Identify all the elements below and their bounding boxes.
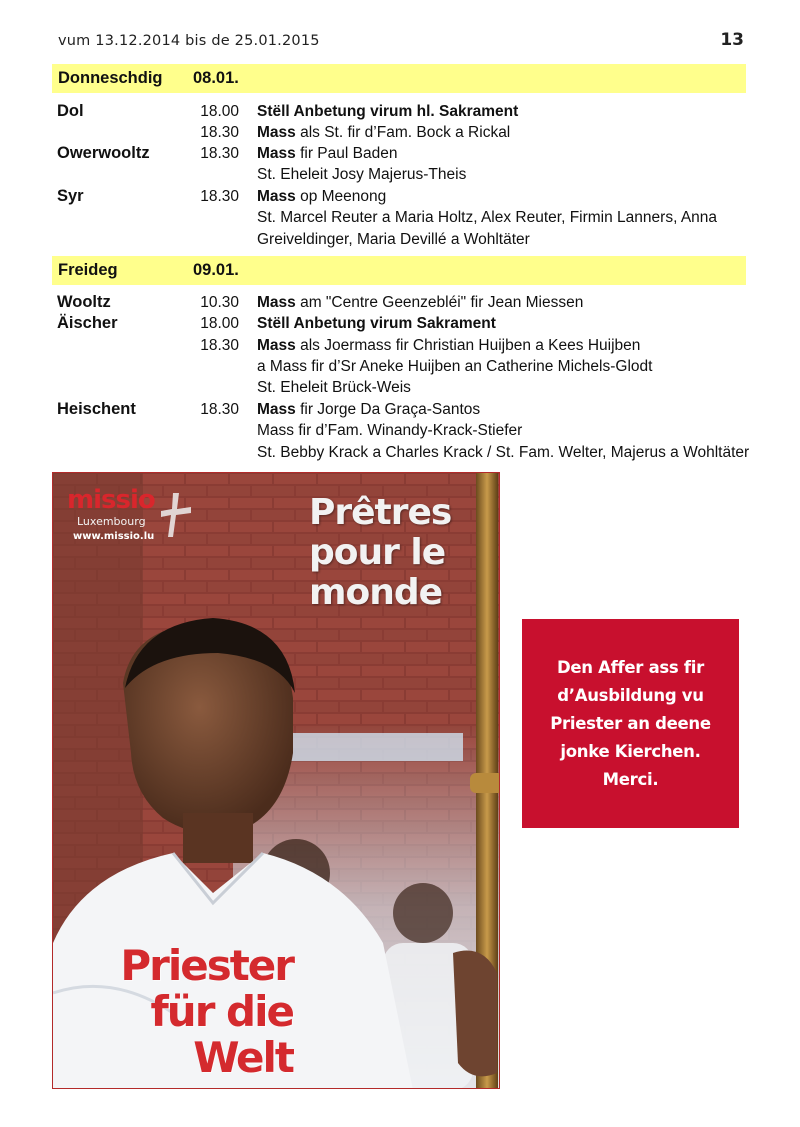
schedule-row — [57, 399, 757, 420]
description-bold: Mass — [257, 337, 296, 354]
logo-subtitle: Luxembourg — [77, 515, 146, 528]
time: 18.30 — [200, 124, 239, 141]
description-text: Mass fir d’Fam. Winandy-Krack-Stiefer — [257, 422, 523, 439]
schedule-row — [57, 292, 757, 313]
schedule-row — [57, 143, 757, 164]
title-line: für die — [150, 987, 293, 1036]
appeal-text — [550, 654, 711, 794]
appeal-line: jonke Kierchen. — [560, 741, 701, 761]
schedule-row — [57, 356, 757, 377]
description — [257, 122, 510, 143]
title-line: Prêtres — [309, 492, 452, 533]
schedule-row — [57, 442, 757, 463]
description-bold: Mass — [257, 401, 296, 418]
description-bold: Stëll Anbetung virum hl. Sakrament — [257, 103, 519, 120]
description — [257, 377, 411, 398]
description — [257, 335, 640, 356]
schedule-row — [57, 313, 757, 334]
day-date: 08.01. — [193, 69, 239, 87]
description-text: am "Centre Geenzebléi" fir Jean Miessen — [295, 294, 584, 311]
description-bold: Mass — [257, 145, 296, 162]
time: 18.30 — [200, 145, 239, 162]
place-name: Dol — [57, 102, 84, 120]
donation-appeal-box — [522, 619, 739, 828]
description-bold: Stëll Anbetung virum Sakrament — [257, 315, 496, 332]
cross-icon — [159, 491, 193, 539]
title-line: monde — [309, 572, 443, 613]
page-number: 13 — [720, 30, 744, 50]
description — [257, 442, 749, 463]
day-name: Donneschdig — [58, 69, 163, 87]
description-text: fir Paul Baden — [295, 145, 398, 162]
schedule-row — [57, 122, 757, 143]
place-name: Äischer — [57, 314, 118, 332]
description-bold: Mass — [257, 294, 296, 311]
description-text: als Joermass fir Christian Huijben a Kees Huijben — [295, 337, 641, 354]
day-header-thursday — [52, 64, 746, 93]
schedule-row — [57, 164, 757, 185]
day-header-friday — [52, 256, 746, 285]
description-text: St. Eheleit Brück-Weis — [257, 379, 411, 396]
description — [257, 420, 522, 441]
place-name: Syr — [57, 187, 84, 205]
schedule-row — [57, 186, 757, 207]
header-date-range: vum 13.12.2014 bis de 25.01.2015 — [58, 33, 320, 49]
logo-wordmark: missio — [67, 485, 155, 515]
description-bold: Mass — [257, 188, 296, 205]
description — [257, 292, 583, 313]
description-text: Greiveldinger, Maria Devillé a Wohltäter — [257, 231, 530, 248]
description — [257, 164, 466, 185]
description-text: St. Marcel Reuter a Maria Holtz, Alex Reuter, Firmin Lanners, Anna — [257, 209, 718, 226]
description-text: als St. fir d’Fam. Bock a Rickal — [295, 124, 511, 141]
description — [257, 143, 397, 164]
place-name: Owerwooltz — [57, 144, 150, 162]
description — [257, 186, 386, 207]
day-date: 09.01. — [193, 261, 239, 279]
description — [257, 229, 530, 250]
time: 10.30 — [200, 294, 239, 311]
missio-logo — [67, 485, 207, 549]
time: 18.30 — [200, 188, 239, 205]
time: 18.00 — [200, 103, 239, 120]
logo-url: www.missio.lu — [73, 531, 155, 542]
description-bold: Mass — [257, 124, 296, 141]
description — [257, 207, 717, 228]
time: 18.30 — [200, 337, 239, 354]
appeal-line: Priester an deene — [550, 713, 711, 733]
description — [257, 101, 518, 122]
description-text: fir Jorge Da Graça-Santos — [295, 401, 481, 418]
poster-title-german — [93, 943, 293, 1081]
appeal-line: d’Ausbildung vu — [557, 685, 704, 705]
description-text: a Mass fir d’Sr Aneke Huijben an Catherine Michels-Glodt — [257, 358, 653, 375]
time: 18.00 — [200, 315, 239, 332]
description-text: St. Bebby Krack a Charles Krack / St. Fam. Welter, Majerus a Wohltäter — [257, 444, 750, 461]
schedule-row — [57, 420, 757, 441]
description — [257, 313, 496, 334]
schedule-row — [57, 229, 757, 250]
description-text: St. Eheleit Josy Majerus-Theis — [257, 166, 467, 183]
place-name: Wooltz — [57, 293, 111, 311]
place-name: Heischent — [57, 400, 136, 418]
schedule-row — [57, 377, 757, 398]
description — [257, 356, 652, 377]
appeal-line: Den Affer ass fir — [557, 657, 704, 677]
title-line: pour le — [309, 532, 446, 573]
schedule-row — [57, 207, 757, 228]
day-name: Freideg — [58, 261, 118, 279]
schedule-row — [57, 335, 757, 356]
description-text: op Meenong — [295, 188, 387, 205]
description — [257, 399, 480, 420]
title-line: Priester — [120, 941, 293, 990]
time: 18.30 — [200, 401, 239, 418]
schedule-row — [57, 101, 757, 122]
appeal-line: Merci. — [602, 769, 659, 789]
poster-title-french — [309, 493, 489, 613]
missio-poster — [52, 472, 500, 1089]
title-line: Welt — [193, 1033, 293, 1082]
